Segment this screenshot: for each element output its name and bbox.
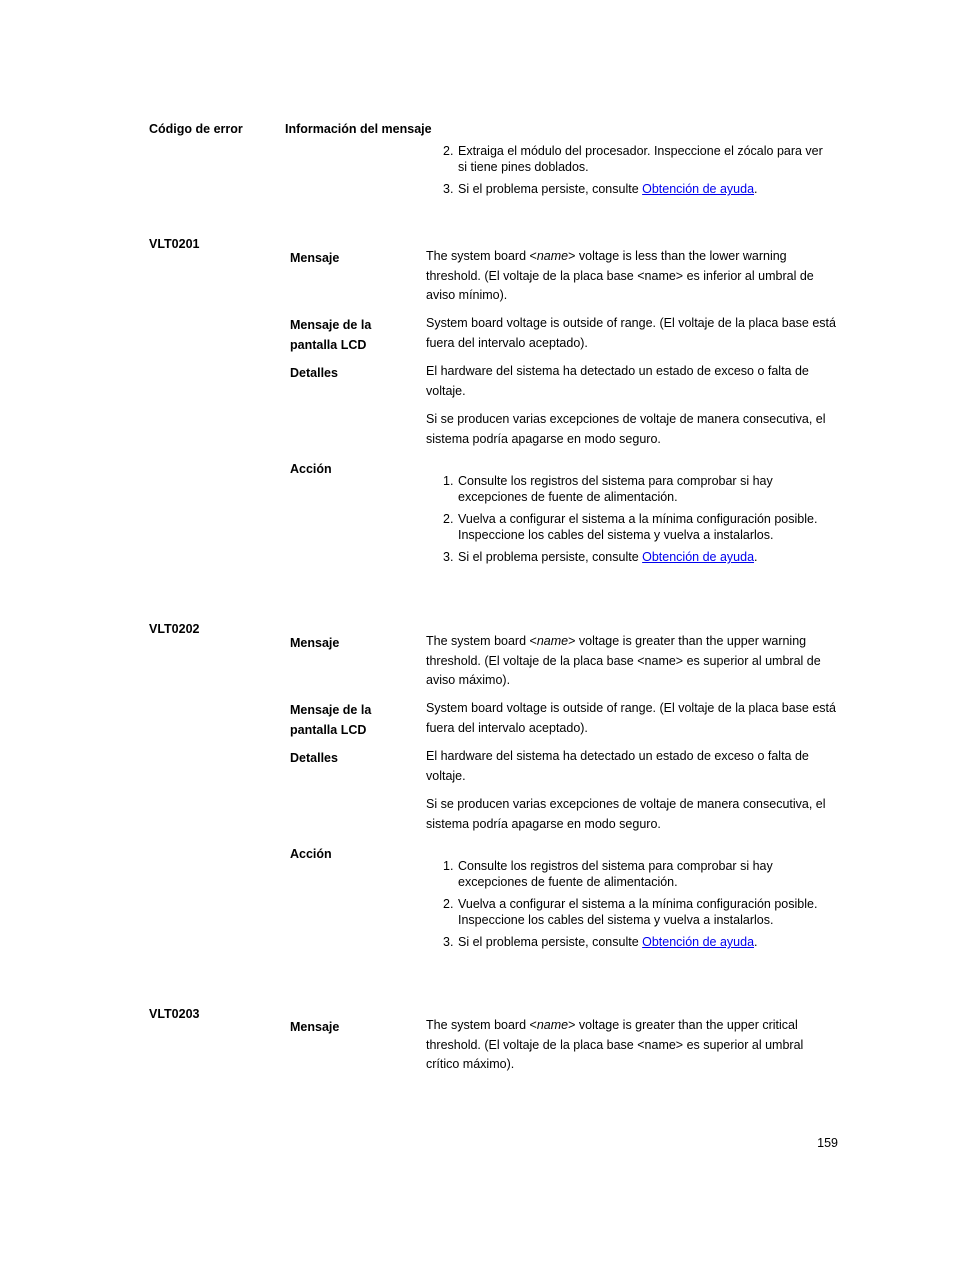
lcd-message-text: System board voltage is outside of range. (El voltaje de la placa base está fuera del intervalo aceptado). [426,701,836,735]
message-text: The system board <name> voltage is greater than the upper critical threshold. (El voltaje de la placa base <name> es superior al umbral crítico máximo). [426,1018,804,1071]
label-action: Acción [290,847,332,861]
details-text: El hardware del sistema ha detectado un estado de exceso o falta de voltaje. [426,364,809,398]
label-lcd-message: Mensaje de la pantalla LCD [290,703,372,737]
label-lcd-message: Mensaje de la pantalla LCD [290,318,372,352]
label-action: Acción [290,462,332,476]
column-header-message-info: Información del mensaje [285,122,432,136]
list-item: 3. Si el problema persiste, consulte Obtención de ayuda. [443,550,758,564]
list-item: 3. Si el problema persiste, consulte Obtención de ayuda. [443,935,758,949]
list-item: 2. Extraiga el módulo del procesador. Inspeccione el zócalo para ver si tiene pines doblados. [443,144,823,174]
action-steps-list [443,473,833,571]
help-link[interactable]: Obtención de ayuda [642,182,755,196]
message-text: The system board <name> voltage is less than the lower warning threshold. (El voltaje de la placa base <name> es inferior al umbral de aviso mínimo). [426,249,814,302]
list-item: 2. Vuelva a configurar el sistema a la mínima configuración posible. Inspeccione los cables del sistema y vuelva a instalarlos. [443,897,818,927]
error-code: VLT0202 [149,622,200,636]
list-item: 1. Consulte los registros del sistema para comprobar si hay excepciones de fuente de alimentación. [443,474,773,504]
label-details: Detalles [290,366,338,380]
column-header-error-code: Código de error [149,122,243,136]
help-link[interactable]: Obtención de ayuda [642,550,755,564]
label-mensaje: Mensaje [290,1020,340,1034]
label-details: Detalles [290,751,338,765]
message-text: The system board <name> voltage is greater than the upper warning threshold. (El voltaje de la placa base <name> es superior al umbral de aviso máximo). [426,634,821,687]
continued-steps-list [443,143,833,203]
help-link[interactable]: Obtención de ayuda [642,935,755,949]
action-steps-list [443,858,833,956]
details-text: El hardware del sistema ha detectado un estado de exceso o falta de voltaje. [426,749,809,783]
label-mensaje: Mensaje [290,636,340,650]
error-code: VLT0201 [149,237,200,251]
details-text-secondary: Si se producen varias excepciones de voltaje de manera consecutiva, el sistema podría apagarse en modo seguro. [426,797,826,831]
list-item: 1. Consulte los registros del sistema para comprobar si hay excepciones de fuente de alimentación. [443,859,773,889]
page-number: 159 [817,1136,838,1150]
label-mensaje: Mensaje [290,251,340,265]
list-item: 2. Vuelva a configurar el sistema a la mínima configuración posible. Inspeccione los cables del sistema y vuelva a instalarlos. [443,512,818,542]
list-item: 3. Si el problema persiste, consulte Obtención de ayuda. [443,182,758,196]
lcd-message-text: System board voltage is outside of range. (El voltaje de la placa base está fuera del intervalo aceptado). [426,316,836,350]
details-text-secondary: Si se producen varias excepciones de voltaje de manera consecutiva, el sistema podría apagarse en modo seguro. [426,412,826,446]
error-code: VLT0203 [149,1007,200,1021]
